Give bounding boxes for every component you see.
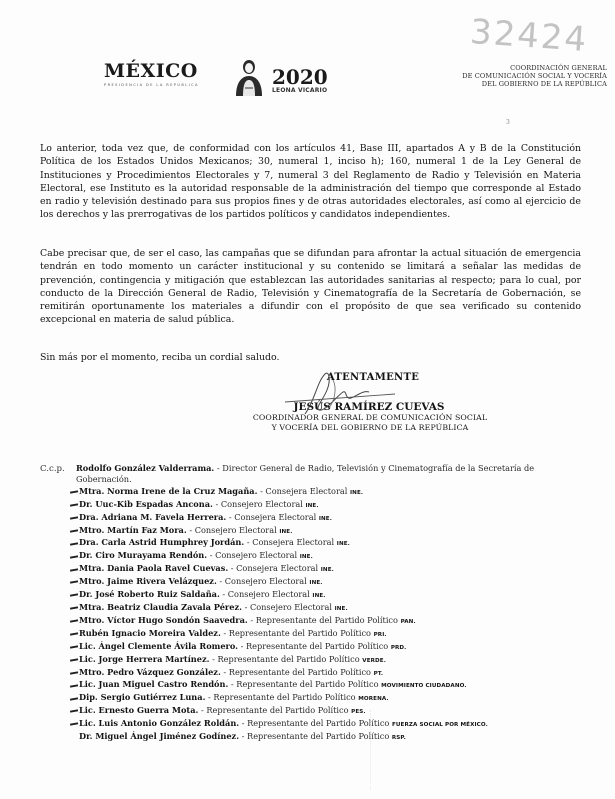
check-mark-icon xyxy=(70,607,78,610)
recipient-name: Lic. Luis Antonio González Roldán. xyxy=(79,718,240,729)
ccp-recipient xyxy=(70,537,590,550)
recipient-name: Lic. Ángel Clemente Ávila Romero. xyxy=(79,640,239,651)
check-mark-icon xyxy=(70,529,78,532)
signature-salutation: ATENTAMENTE xyxy=(326,372,420,383)
recipient-role: - Consejero Electoral xyxy=(219,576,307,587)
recipient-organization: INE. xyxy=(334,605,348,612)
recipient-role: - Consejera Electoral xyxy=(228,511,317,522)
recipient-organization: INE. xyxy=(299,554,313,561)
signature-block xyxy=(200,372,540,433)
recipient-role: - Representante del Partido Político xyxy=(250,614,398,625)
recipient-organization: INE. xyxy=(318,515,332,522)
recipient-organization: RSP. xyxy=(391,735,406,742)
leona-vicario-text: LEONA VICARIO xyxy=(272,87,328,94)
check-mark-icon xyxy=(70,658,78,661)
ccp-recipient xyxy=(70,576,590,589)
recipient-organization: PRI. xyxy=(373,631,387,638)
recipient-name: Rubén Ignacio Moreira Valdez. xyxy=(79,627,221,638)
recipient-role: - Consejero Electoral xyxy=(222,589,310,600)
check-mark-icon xyxy=(70,581,78,584)
recipient-name: Dra. Adriana M. Favela Herrera. xyxy=(79,511,227,522)
recipient-name: Dr. Ciro Murayama Rendón. xyxy=(79,550,208,561)
check-mark-icon xyxy=(70,697,78,700)
check-mark-icon xyxy=(70,594,78,597)
recipient-name: Dr. Uuc-Kib Espadas Ancona. xyxy=(79,498,213,509)
ccp-recipient-list xyxy=(70,463,590,744)
ccp-recipient xyxy=(70,563,590,576)
ccp-recipient xyxy=(70,486,590,499)
recipient-organization: INE. xyxy=(320,567,334,574)
received-stamp: 32424 xyxy=(468,11,590,61)
ccp-recipient xyxy=(70,654,590,667)
recipient-name: Lic. Ernesto Guerra Mota. xyxy=(79,705,199,716)
recipient-name: Mtro. Martín Faz Mora. xyxy=(79,524,187,535)
recipient-name: Dr. Miguel Ángel Jiménez Godínez. xyxy=(79,731,240,742)
ccp-recipient xyxy=(70,602,590,615)
ccp-recipient xyxy=(70,628,590,641)
recipient-role: - Consejero Electoral xyxy=(209,550,298,561)
recipient-organization: PT. xyxy=(373,670,384,677)
recipient-role: - Consejero Electoral xyxy=(244,601,332,612)
department-line-3: DEL GOBIERNO DE LA REPÚBLICA xyxy=(481,80,607,88)
recipient-name: Mtra. Norma Irene de la Cruz Magaña. xyxy=(79,485,258,496)
ccp-recipient xyxy=(70,679,590,692)
mexico-logo xyxy=(104,60,199,87)
ccp-recipient xyxy=(70,692,590,705)
recipient-name: Lic. Jorge Herrera Martínez. xyxy=(79,653,210,664)
check-mark-icon xyxy=(70,542,78,545)
recipient-organization: INE. xyxy=(350,489,364,496)
recipient-organization: MOVIMIENTO CIUDADANO. xyxy=(381,683,467,690)
recipient-organization: FUERZA SOCIAL POR MÉXICO. xyxy=(391,722,488,729)
recipient-organization: MORENA. xyxy=(358,696,389,703)
ccp-recipient xyxy=(70,589,590,602)
handwritten-signature-icon xyxy=(245,370,445,416)
leona-vicario-logo xyxy=(232,58,328,96)
signatory-name: JESÚS RAMÍREZ CUEVAS xyxy=(293,401,445,413)
check-mark-icon xyxy=(70,710,78,713)
recipient-organization: INE. xyxy=(305,502,319,509)
recipient-organization: PES. xyxy=(351,709,366,716)
check-mark-icon xyxy=(70,671,78,674)
ccp-label: C.c.p. xyxy=(40,464,65,474)
check-mark-icon xyxy=(70,723,78,726)
recipient-name: Mtro. Jaime Rivera Velázquez. xyxy=(79,576,217,587)
recipient-name: Dip. Sergio Gutiérrez Luna. xyxy=(79,692,206,703)
recipient-organization: PAN. xyxy=(400,618,416,625)
ccp-recipient xyxy=(70,499,590,512)
check-mark-icon xyxy=(70,490,78,493)
faint-bleedthrough xyxy=(370,710,531,790)
recipient-role: - Representante del Partido Político xyxy=(240,640,389,651)
signatory-title-line-2: Y VOCERÍA DEL GOBIERNO DE LA REPÚBLICA xyxy=(271,423,469,432)
check-mark-icon xyxy=(70,645,78,648)
department-line-2: DE COMUNICACIÓN SOCIAL Y VOCERÍA xyxy=(462,72,607,80)
recipient-role: - Consejera Electoral xyxy=(260,485,348,496)
check-mark-icon xyxy=(70,555,78,558)
year-2020-text: 2020 xyxy=(272,65,328,89)
recipient-role: - Representante del Partido Político xyxy=(241,718,390,729)
paragraph-campaigns: Cabe precisar que, de ser el caso, las campañas que se difundan para afrontar la actual situación de emergencia tendrán en todo momento un carácter institucional y su contenido se limitará a señalar las medidas de prevención, contingencia y mitigación que establezcan las autoridades sanitarias al respecto; para lo cual, por conducto de la Dirección General de Radio, Televisión y Cinematografía de la Secretaría de Gobernación, se remitirán oportunamente los materiales a difundir con el propósito de que sea verificado su contenido excepcional en materia de salud pública. xyxy=(40,248,581,326)
recipient-role: - Representante del Partido Político xyxy=(223,627,371,638)
check-mark-icon xyxy=(70,632,78,635)
recipient-name: Mtro. Pedro Vázquez González. xyxy=(79,666,221,677)
department-header xyxy=(462,64,607,88)
ccp-recipient xyxy=(70,463,590,486)
recipient-name: Lic. Juan Miguel Castro Rendón. xyxy=(79,679,229,690)
recipient-name: Rodolfo González Valderrama. xyxy=(76,463,215,473)
ccp-recipient xyxy=(70,512,590,525)
recipient-organization: PRD. xyxy=(390,644,407,651)
recipient-role: - Consejero Electoral xyxy=(215,498,303,509)
recipient-organization: INE. xyxy=(309,580,323,587)
department-line-1: COORDINACIÓN GENERAL xyxy=(510,64,607,72)
recipient-organization: INE. xyxy=(336,541,350,548)
recipient-name: Mtra. Beatriz Claudia Zavala Pérez. xyxy=(79,601,242,612)
mexico-logo-subtitle: PRESIDENCIA DE LA REPÚBLICA xyxy=(104,83,199,87)
ccp-recipient xyxy=(70,641,590,654)
check-mark-icon xyxy=(70,503,78,506)
check-mark-icon xyxy=(70,619,78,622)
check-mark-icon xyxy=(70,684,78,687)
recipient-organization: INE. xyxy=(312,593,326,600)
ccp-recipient xyxy=(70,615,590,628)
recipient-role: - Director General de Radio, Televisión y Cinematografía de la Secretaría de Gobernación. xyxy=(76,463,535,485)
recipient-role: - Representante del Partido Político xyxy=(230,679,379,690)
page-marker: 3 xyxy=(506,119,510,126)
recipient-name: Dr. José Roberto Ruiz Saldaña. xyxy=(79,589,220,600)
recipient-role: - Consejera Electoral xyxy=(246,537,335,548)
closing-line: Sin más por el momento, reciba un cordial saludo. xyxy=(40,352,280,363)
recipient-role: - Representante del Partido Político xyxy=(241,731,390,742)
recipient-role: - Consejera Electoral xyxy=(230,563,319,574)
check-mark-icon xyxy=(70,568,78,571)
check-mark-icon xyxy=(70,516,78,519)
recipient-organization: VERDE. xyxy=(362,657,386,664)
recipient-name: Mtra. Dania Paola Ravel Cuevas. xyxy=(79,563,229,574)
recipient-role: - Representante del Partido Político xyxy=(208,692,356,703)
ccp-recipient xyxy=(70,667,590,680)
recipient-role: - Representante del Partido Político xyxy=(223,666,371,677)
ccp-recipient xyxy=(70,525,590,538)
recipient-organization: INE. xyxy=(279,528,293,535)
recipient-role: - Representante del Partido Político xyxy=(212,653,360,664)
paragraph-legal-basis: Lo anterior, toda vez que, de conformidad con los artículos 41, Base III, apartados A y B de la Constitución Política de los Estados Unidos Mexicanos; 30, numeral 1, inciso h); 160, numeral 1 de la Ley General de Instituciones y Procedimientos Electorales y 7, numeral 3 del Reglamento de Radio y Televisión en Materia Electoral, ese Instituto es la autoridad responsable de la administración del tiempo que corresponde al Estado en radio y televisión destinado para sus propios fines y de otras autoridades electorales, así como al ejercicio de los derechos y las prerrogativas de los partidos políticos y candidatos independientes. xyxy=(40,143,581,221)
mexico-logo-text: MÉXICO xyxy=(104,60,198,82)
recipient-role: - Consejero Electoral xyxy=(189,524,277,535)
ccp-recipient xyxy=(70,550,590,563)
leona-vicario-portrait-icon xyxy=(232,58,266,96)
recipient-name: Mtro. Víctor Hugo Sondón Saavedra. xyxy=(79,614,248,625)
recipient-role: - Representante del Partido Político xyxy=(200,705,349,716)
signatory-title-line-1: COORDINADOR GENERAL DE COMUNICACIÓN SOCIAL xyxy=(252,413,488,422)
recipient-name: Dra. Carla Astrid Humphrey Jordán. xyxy=(79,537,245,548)
